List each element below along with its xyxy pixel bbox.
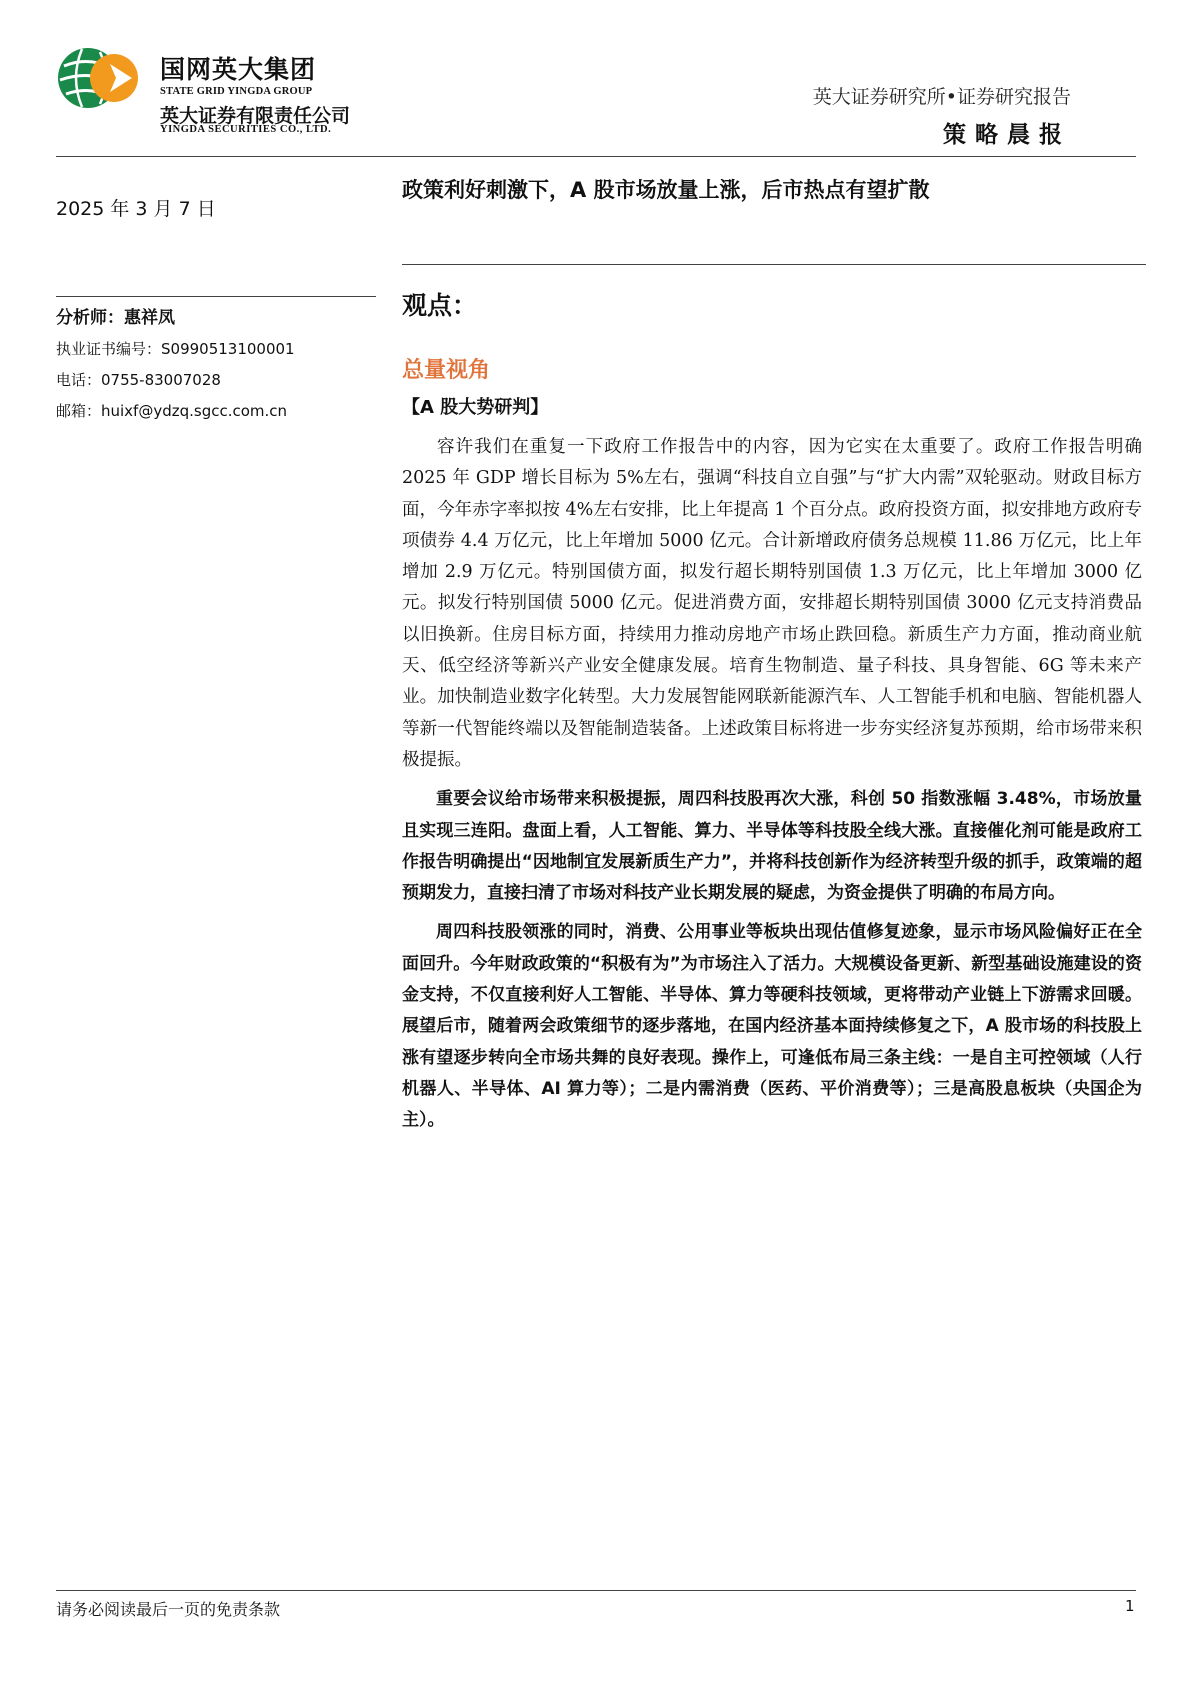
report-body xyxy=(402,432,1142,1137)
header-divider xyxy=(56,156,1136,157)
analyst-email: 邮箱：huixf@ydzq.sgcc.com.cn xyxy=(56,402,288,420)
paragraph: 重要会议给市场带来积极提振，周四科技股再次大涨，科创 50 指数涨幅 3.48%，市场放量且实现三连阳。盘面上看，人工智能、算力、半导体等科技股全线大涨。直接催化剂可能是政府工作报告明确提出“因地制宜发展新质生产力”，并将科技创新作为经济转型升级的抓手，政策端的超预期发力，直接扫清了市场对科技产业长期发展的疑虑，为资金提供了明确的布局方向。 xyxy=(402,789,1142,904)
report-date: 2025 年 3 月 7 日 xyxy=(56,198,216,220)
analyst-info xyxy=(56,303,295,427)
analyst-name: 分析师：惠祥凤 xyxy=(56,308,175,328)
page-number: 1 xyxy=(1125,1597,1135,1615)
title-divider xyxy=(402,264,1146,265)
analyst-license: 执业证书编号：S0990513100001 xyxy=(56,340,295,358)
globe-arrow-logo-icon xyxy=(56,46,146,110)
paragraph: 容许我们在重复一下政府工作报告中的内容，因为它实在太重要了。政府工作报告明确 2025 年 GDP 增长目标为 5%左右，强调“科技自立自强”与“扩大内需”双轮驱动。财政目标方面，今年赤字率拟按 4%左右安排，比上年提高 1 个百分点。政府投资方面，拟安排地方政府专项债券 4.4 万亿元，比上年增加 5000 亿元。合计新增政府债务总规模 11.86 万亿元，比上年增加 2.9 万亿元。特别国债方面，拟发行超长期特别国债 1.3 万亿元，比上年增加 3000 亿元。拟发行特别国债 5000 亿元。促进消费方面，安排超长期特别国债 3000 亿元支持消费品以旧换新。住房目标方面，持续用力推动房地产市场止跌回稳。新质生产力方面，推动商业航天、低空经济等新兴产业安全健康发展。培育生物制造、量子科技、具身智能、6G 等未来产业。加快制造业数字化转型。大力发展智能网联新能源汽车、人工智能手机和电脑、智能机器人等新一代智能终端以及智能制造装备。上述政策目标将进一步夯实经济复苏预期，给市场带来积极提振。 xyxy=(402,437,1142,770)
report-title: 政策利好刺激下，A 股市场放量上涨，后市热点有望扩散 xyxy=(402,178,930,202)
company-name-cn: 国网英大集团 xyxy=(160,55,317,84)
company-name-en: STATE GRID YINGDA GROUP xyxy=(160,86,313,97)
disclaimer-note: 请务必阅读最后一页的免责条款 xyxy=(56,1600,281,1619)
section-heading: 总量视角 xyxy=(402,358,491,383)
institute-label: 英大证券研究所•证券研究报告 xyxy=(812,86,1071,108)
securities-name-cn: 英大证券有限责任公司 xyxy=(160,105,351,127)
footer-divider xyxy=(56,1590,1136,1591)
securities-name-en: YINGDA SECURITIES CO., LTD. xyxy=(160,124,332,135)
analyst-divider xyxy=(56,296,376,297)
view-heading: 观点： xyxy=(402,291,478,320)
company-logo xyxy=(56,46,146,110)
report-type: 策略晨报 xyxy=(943,122,1071,148)
sub-heading: 【A 股大势研判】 xyxy=(402,397,549,418)
paragraph: 周四科技股领涨的同时，消费、公用事业等板块出现估值修复迹象，显示市场风险偏好正在全面回升。今年财政政策的“积极有为”为市场注入了活力。大规模设备更新、新型基础设施建设的资金支持，不仅直接利好人工智能、半导体、算力等硬科技领域，更将带动产业链上下游需求回暖。展望后市，随着两会政策细节的逐步落地，在国内经济基本面持续修复之下，A 股市场的科技股上涨有望逐步转向全市场共舞的良好表现。操作上，可逢低布局三条主线：一是自主可控领域（人行机器人、半导体、AI 算力等）；二是内需消费（医药、平价消费等）；三是高股息板块（央国企为主）。 xyxy=(402,922,1142,1131)
analyst-phone: 电话：0755-83007028 xyxy=(56,371,221,389)
